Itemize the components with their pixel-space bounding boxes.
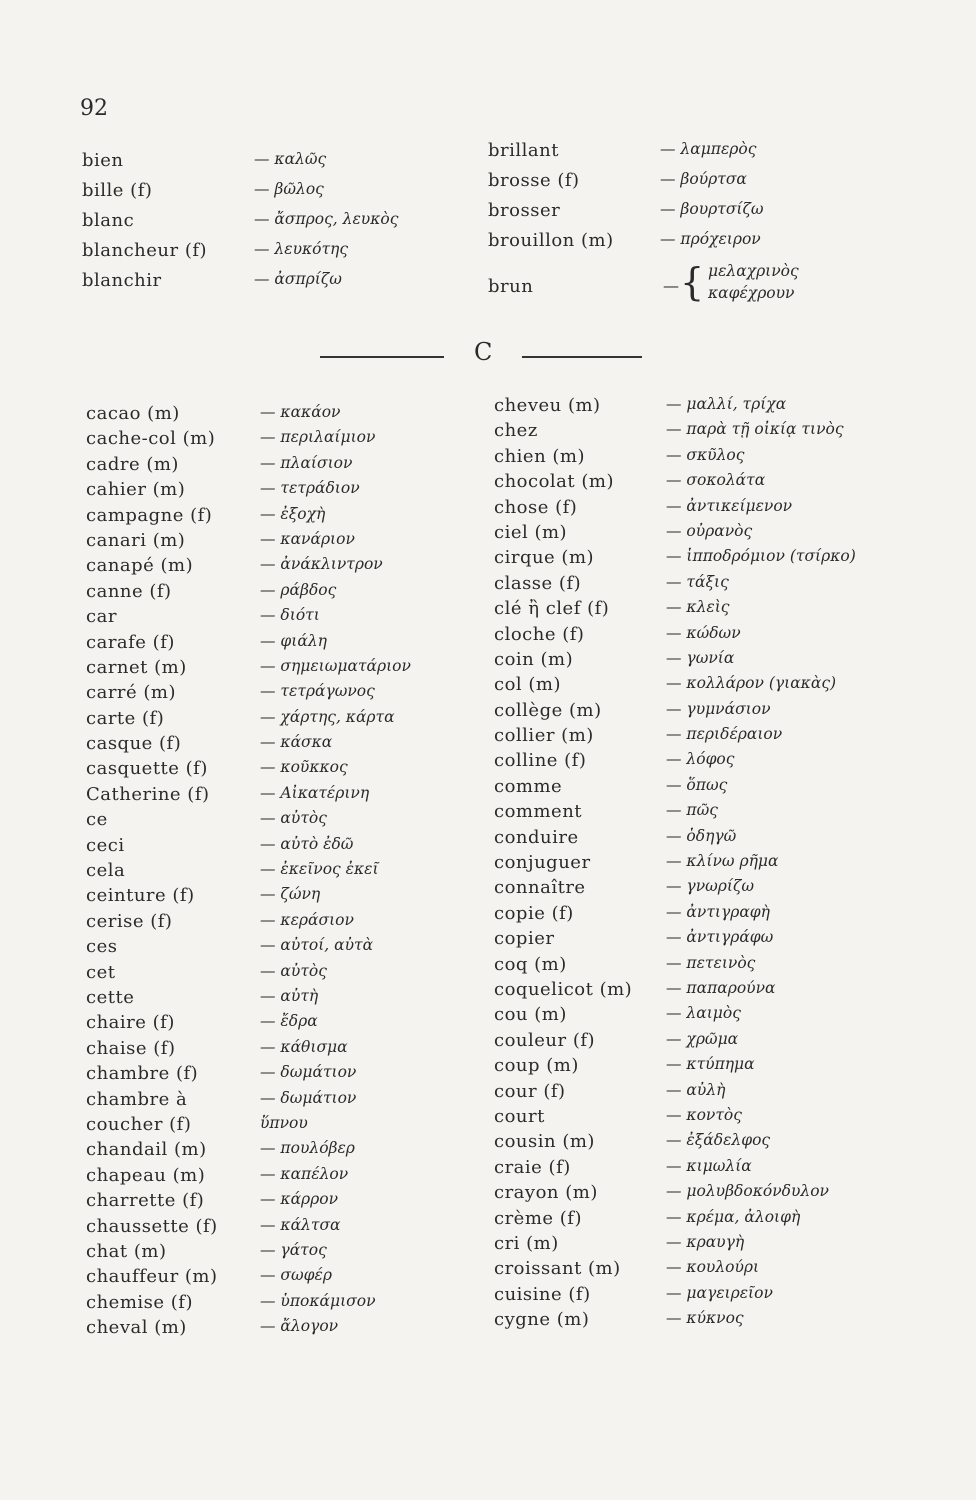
greek-translation: — γωνία — [666, 648, 735, 667]
french-word: brosser — [488, 200, 561, 221]
french-word: blanc — [82, 210, 135, 231]
greek-translation: — μαγειρεῖον — [666, 1283, 773, 1302]
greek-translation: — σκῦλος — [666, 445, 745, 464]
french-word: ciel (m) — [494, 521, 568, 543]
french-word: crayon (m) — [494, 1182, 598, 1204]
french-word: cheveu (m) — [494, 395, 601, 416]
french-word: colline (f) — [494, 750, 587, 772]
french-word: blancheur (f) — [82, 240, 208, 261]
greek-translation-1: μελαχρινὸς — [708, 262, 799, 280]
section-rule-right — [522, 356, 642, 358]
greek-translation: — κάλτσα — [260, 1215, 341, 1234]
greek-translation: — αὐτὸ ἐδῶ — [260, 834, 354, 853]
greek-translation: — ἀντιγραφὴ — [666, 902, 770, 921]
french-word: carré (m) — [86, 682, 177, 704]
greek-translation: — κώδων — [666, 623, 741, 642]
greek-translation: — κάρρον — [260, 1190, 339, 1209]
greek-translation: — χρῶμα — [666, 1029, 739, 1048]
french-word: chandail (m) — [86, 1139, 207, 1161]
greek-translation: — ἐξάδελφος — [666, 1131, 771, 1150]
greek-translation: — διότι — [260, 606, 320, 625]
french-word: cuisine (f) — [494, 1283, 591, 1305]
greek-translation: — μαλλί, τρίχα — [666, 395, 787, 413]
greek-translation: — περιδέραιον — [666, 725, 783, 744]
greek-translation: — σωφέρ — [260, 1266, 332, 1285]
french-word: casque (f) — [86, 733, 182, 755]
greek-translation: — δωμάτιον — [260, 1088, 357, 1107]
greek-translation: — σοκολάτα — [666, 471, 766, 490]
greek-translation: — ἀντιγράφω — [666, 928, 774, 947]
greek-translation: — αὐτὴ — [260, 986, 319, 1005]
greek-translation: — ἀνάκλιντρον — [260, 555, 383, 574]
french-word: crème (f) — [494, 1207, 582, 1229]
greek-translation: — πρόχειρον — [660, 230, 761, 248]
entry-brun — [488, 262, 818, 306]
greek-translation: — ὁδηγῶ — [666, 826, 737, 845]
french-word: chaise (f) — [86, 1037, 176, 1059]
greek-translation: — λόφος — [666, 750, 735, 769]
greek-translation: — γάτος — [260, 1240, 327, 1259]
french-word: collier (m) — [494, 725, 594, 747]
french-word: copie (f) — [494, 902, 574, 924]
french-word: campagne (f) — [86, 504, 213, 526]
french-word: bien — [82, 150, 124, 171]
greek-translation: — αὐτὸς — [260, 961, 327, 980]
greek-translation: — πῶς — [666, 801, 718, 820]
greek-translation: — κλεὶς — [666, 598, 730, 617]
greek-translation: — ἐκεῖνος ἐκεῖ — [260, 860, 379, 879]
french-word: collège (m) — [494, 699, 602, 721]
greek-translation: — αὐτοί, αὐτὰ — [260, 936, 374, 955]
french-word: cheval (m) — [86, 1317, 187, 1339]
french-word: chauffeur (m) — [86, 1266, 218, 1288]
greek-translation: — ζώνη — [260, 885, 321, 904]
greek-translation: — ὑποκάμισον — [260, 1291, 376, 1310]
greek-translation: — κοῦκκος — [260, 758, 348, 777]
french-word: car — [86, 606, 117, 628]
greek-translation: — φιάλη — [260, 631, 327, 650]
greek-translation: — βούρτσα — [660, 170, 747, 188]
french-word: carafe (f) — [86, 631, 175, 653]
greek-translation: — δωμάτιον — [260, 1063, 357, 1082]
french-word: conjuguer — [494, 852, 591, 874]
french-word: coup (m) — [494, 1055, 579, 1077]
french-word: chocolat (m) — [494, 471, 614, 493]
french-word: cette — [86, 986, 135, 1008]
greek-translation: — ἄσπρος, λευκὸς — [254, 210, 399, 228]
french-word: chat (m) — [86, 1240, 167, 1262]
greek-translation: — οὐρανὸς — [666, 521, 753, 540]
french-word: ce — [86, 809, 108, 831]
french-word: carte (f) — [86, 707, 165, 729]
greek-translation: — κάθισμα — [260, 1037, 348, 1056]
french-word: cirque (m) — [494, 547, 595, 569]
greek-translation: — καλῶς — [254, 150, 327, 168]
greek-translation-2: καφέχρουν — [708, 284, 795, 302]
greek-translation: — ἀντικείμενον — [666, 496, 793, 515]
french-word: conduire — [494, 826, 579, 848]
greek-translation: — ράβδος — [260, 580, 337, 599]
french-word: coin (m) — [494, 648, 574, 670]
french-word: chambre (f) — [86, 1063, 199, 1085]
greek-translation: — καπέλον — [260, 1164, 349, 1183]
french-word: casquette (f) — [86, 758, 208, 780]
french-word: col (m) — [494, 674, 562, 696]
french-word: cri (m) — [494, 1232, 559, 1254]
french-word: coq (m) — [494, 953, 567, 975]
greek-translation: — κραυγὴ — [666, 1232, 745, 1251]
french-word: cet — [86, 961, 116, 983]
greek-translation: — τετράδιον — [260, 479, 360, 498]
french-word: brosse (f) — [488, 170, 580, 191]
french-word: cela — [86, 860, 126, 882]
french-word: croissant (m) — [494, 1258, 621, 1280]
dash: — — [663, 276, 679, 295]
french-word: canapé (m) — [86, 555, 194, 577]
greek-translation: — λαμπερὸς — [660, 140, 757, 158]
greek-translation: ὕπνου — [260, 1113, 308, 1132]
greek-translation: — γνωρίζω — [666, 877, 754, 896]
greek-translation: — πλαίσιον — [260, 453, 353, 472]
greek-translation: — ἱπποδρόμιον (τσίρκο) — [666, 547, 856, 566]
french-word: chez — [494, 420, 538, 442]
french-word: chien (m) — [494, 445, 586, 467]
french-word: cahier (m) — [86, 479, 186, 501]
french-word: coquelicot (m) — [494, 978, 633, 1000]
greek-translation: — κακάον — [260, 403, 341, 421]
french-word: chapeau (m) — [86, 1164, 206, 1186]
french-word: cousin (m) — [494, 1131, 595, 1153]
french-word: coucher (f) — [86, 1113, 192, 1135]
greek-translation: — κοντὸς — [666, 1105, 742, 1124]
french-word: comment — [494, 801, 583, 823]
greek-translation: — κολλάρον (γιακὰς) — [666, 674, 837, 693]
french-word: canari (m) — [86, 529, 186, 551]
french-word: canne (f) — [86, 580, 172, 602]
greek-translation: — τετράγωνος — [260, 682, 375, 701]
greek-translation: — τάξις — [666, 572, 729, 591]
french-word: ceci — [86, 834, 125, 856]
greek-translation: — κουλούρι — [666, 1258, 760, 1277]
greek-translation: — κεράσιον — [260, 910, 354, 929]
french-word: craie (f) — [494, 1156, 571, 1178]
greek-translation: — ἄλογον — [260, 1317, 339, 1336]
french-word: brouillon (m) — [488, 230, 614, 251]
greek-translation: — κρέμα, ἀλοιφὴ — [666, 1207, 801, 1226]
greek-translation: — κλίνω ρῆμα — [666, 852, 779, 871]
french-word: blanchir — [82, 270, 162, 291]
section-letter: C — [474, 338, 493, 366]
french-word: carnet (m) — [86, 656, 187, 678]
french-word: ces — [86, 936, 118, 958]
french-word: cloche (f) — [494, 623, 585, 645]
brace: { — [680, 260, 705, 304]
french-word: chaire (f) — [86, 1012, 175, 1034]
french-word: couleur (f) — [494, 1029, 596, 1051]
greek-translation: — χάρτης, κάρτα — [260, 707, 395, 726]
greek-translation: — περιλαίμιον — [260, 428, 376, 447]
french-word: classe (f) — [494, 572, 582, 594]
french-word: cache-col (m) — [86, 428, 216, 450]
french-word: chaussette (f) — [86, 1215, 218, 1237]
french-word: brillant — [488, 140, 559, 161]
greek-translation: — πετεινὸς — [666, 953, 756, 972]
greek-translation: — κιμωλία — [666, 1156, 752, 1175]
french-word: cadre (m) — [86, 453, 179, 475]
greek-translation: — κάσκα — [260, 733, 333, 752]
french-word: chambre à — [86, 1088, 188, 1110]
greek-translation: — αὐλὴ — [666, 1080, 726, 1099]
french-word: bille (f) — [82, 180, 153, 201]
greek-translation: — Αἰκατέρινη — [260, 783, 370, 802]
greek-translation: — βῶλος — [254, 180, 324, 198]
french-word: cygne (m) — [494, 1309, 590, 1331]
greek-translation: — βουρτσίζω — [660, 200, 764, 218]
french-word: clé ἢ clef (f) — [494, 598, 610, 620]
greek-translation: — κτύπημα — [666, 1055, 755, 1074]
french-word: comme — [494, 775, 563, 797]
french-word: chemise (f) — [86, 1291, 193, 1313]
french-word: cour (f) — [494, 1080, 566, 1102]
french-word: court — [494, 1105, 545, 1127]
french-word: cou (m) — [494, 1004, 567, 1026]
greek-translation: — ἔδρα — [260, 1012, 318, 1031]
greek-translation: — λαιμὸς — [666, 1004, 741, 1023]
greek-translation: — παπαρούνα — [666, 978, 776, 997]
french-word: copier — [494, 928, 555, 950]
greek-translation: — μολυβδοκόνδυλον — [666, 1182, 829, 1201]
french-word: charrette (f) — [86, 1190, 205, 1212]
greek-translation: — παρὰ τῇ οἰκίᾳ τινὸς — [666, 420, 844, 439]
french-word: ceinture (f) — [86, 885, 195, 907]
greek-translation: — λευκότης — [254, 240, 349, 258]
greek-translation: — αὐτὸς — [260, 809, 327, 828]
greek-translation: — κανάριον — [260, 529, 355, 548]
page-number: 92 — [80, 96, 108, 121]
greek-translation: — ἐξοχὴ — [260, 504, 326, 523]
section-rule-left — [320, 356, 444, 358]
french-word: brun — [488, 276, 534, 297]
french-word: cerise (f) — [86, 910, 173, 932]
greek-translation: — κύκνος — [666, 1309, 744, 1328]
greek-translation: — πουλόβερ — [260, 1139, 355, 1158]
greek-translation: — ἀσπρίζω — [254, 270, 342, 288]
french-word: chose (f) — [494, 496, 578, 518]
greek-translation: — γυμνάσιον — [666, 699, 771, 718]
french-word: connaître — [494, 877, 586, 899]
greek-translation: — σημειωματάριον — [260, 656, 411, 675]
greek-translation: — ὅπως — [666, 775, 728, 794]
french-word: Catherine (f) — [86, 783, 210, 805]
french-word: cacao (m) — [86, 403, 180, 424]
